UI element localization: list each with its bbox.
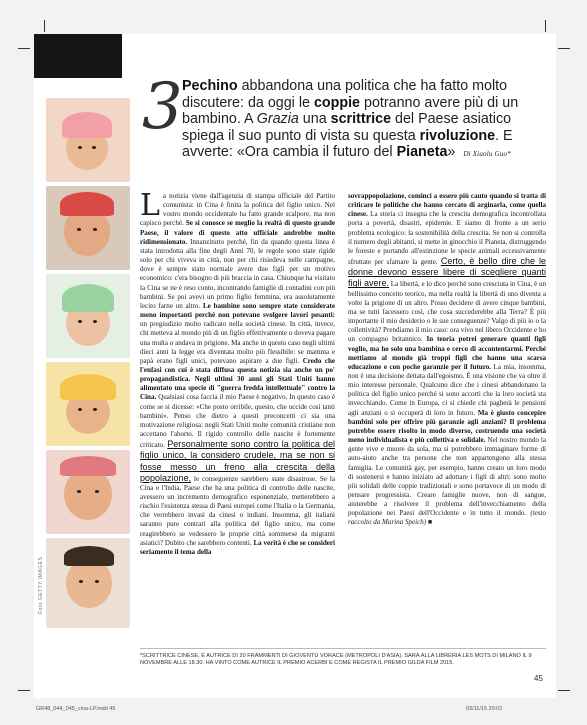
pull-quote: Personalmente sono contro la politica del figlio unico, la considero crudele, ma se non si fosse messo un freno alla crescita della popolazione, (140, 439, 335, 483)
col2-text-run: La mia, insomma, non è una decisione dettata dall'egoismo. È una visione che va oltre il mio interesse personale. (348, 362, 546, 390)
intro-text-run: » (447, 144, 456, 160)
col2-text-run: La storia ci insegna che la crescita demografica incontrollata porta a povertà, disastri, epidemie. E siamo di fronte a un serio problema ecologico: la sostenibilità della crescita. Se non si controlla il numero degli abitanti, si mette in ginocchio il Pianeta, distruggendo le foreste e portando all'estinzione le specie animali eccessivamente sfruttate per sfamare la gente. (348, 210, 546, 267)
body-column-1 (140, 188, 335, 557)
intro-bold-run: scrittrice (330, 111, 392, 127)
magazine-page (34, 34, 556, 698)
intro-text-run: potranno avere più di un bambino. A (182, 94, 519, 127)
crop-mark (558, 48, 570, 49)
photo-baby-2 (46, 186, 130, 270)
crop-mark (545, 20, 546, 32)
col1-text-run: Innanzitutto perché, fin da quando questa linea è stata introdotta alla fine degli Anni 70, le regole sono state rigide solo per chi viveva in città, non per chi risiedeva nelle campagne, dove è sempre stato normale avere due figli per un motivo economico: c'era bisogno di più braccia in casa. Chiunque ha visitato la Cina se ne è reso conto, incontrando famiglie di contadini con più bambini. Se poi avevi un primo figlio femmina, era assolutamente lecito farne un altro. (140, 237, 335, 310)
photo-credit: Foto GETTY IMAGES (38, 556, 44, 614)
print-slug-file: GR48_044_045_cina-LP.indd 45 (36, 706, 116, 712)
header-black-block (34, 34, 122, 78)
photo-baby-4 (46, 362, 130, 446)
crop-mark (44, 20, 45, 32)
byline: Di Xiaolu Guo* (463, 150, 511, 158)
photo-strip (46, 98, 130, 658)
photo-baby-5 (46, 450, 130, 534)
author-footnote: *SCRITTRICE CINESE, È AUTRICE DI 20 FRAMMENTI DI GIOVENTÙ VORACE (METROPOLI D'ASIA). SARÀ ALLA LIBRERIA LES MOTS DI MILANO IL 9 NOVEMBRE ALLE 18.30. HA VINTO COME AUTRICE IL PREMIO ACERBI E COME REGISTA IL PREMIO GILDA FILM 2015. (140, 648, 546, 667)
crop-mark (18, 48, 30, 49)
photo-baby-1 (46, 98, 130, 182)
intro-text-run: una (298, 111, 331, 127)
col2-text-run: Prendiamo il mio caso: ora vivo nel libero Occidente e ho un compagno britannico. (348, 326, 546, 344)
crop-mark (558, 690, 570, 691)
col2-bold-run: sovrappopolazione, cominci a essere più cauto quando si tratta di criticare le politiche che hanno cercato di arginarla, come quella cinese. (348, 192, 546, 219)
intro-text-run: . E avverte: «Ora cambia il futuro del (182, 127, 513, 160)
col1-text-run: Qualsiasi cosa faccia il mio Paese è negativo. In questo caso è come se si dicesse: «Che posto orribile, questo, che uccide così tanti bambini». Penso che dietro a questi preconcetti ci sia una motivazione religiosa: negli Stati Uniti molte comunità cristiane non accettano l'aborto. Il rigido controllo delle nascite è fortemente criticato. (140, 393, 335, 450)
photo-baby-3 (46, 274, 130, 358)
intro-bold-run: Pechino (182, 78, 238, 94)
col2-italic-run: (testo raccolto da Marina Speich) (348, 509, 546, 527)
col1-bold-run: La verità è che se consideri seriamente il tema della (140, 538, 335, 556)
col1-text-run: le conseguenze sarebbero state disastrose. Se la Cina e l'India, Paese che ha una politica di controllo delle nascite, avessero un incremento demografico esponenziale, metterebbero a rischio l'esistenza stessa di Paesi europei come l'Italia o la Germania, che verrebbero invasi da cinesi o indiani. Insomma, gli italiani saranno pure contrari alla politica del figlio unico, ma come reagirebbero se vedessero le proprie città sommerse da migranti asiatici? Dubito che sarebbero contenti. (140, 474, 335, 547)
intro-text-run: del Paese asiatico spiega il suo punto di vista su questa (182, 111, 512, 144)
intro-italic-run: Grazia (256, 111, 299, 127)
col2-bold-run: Ma è giusto concepire bambini solo per offrire più garanzie agli anziani? Il problema potrebbe essere risolto in modo diverso, costruendo una società meno individualista e più collettiva e solidale. (348, 408, 547, 445)
col1-text-run: un pregiudizio molto radicato nella società cinese. In città, invece, chi metteva al mondo più di un figlio effettivamente o doveva pagare una multa o andava in prigione. Ma anche in questo caso negli ultimi dieci anni la legge era diventata molto più flessibile: se mamma e papà erano figli unici, potevano aspirare a due figli. (140, 320, 335, 365)
intro-standfirst (182, 78, 550, 163)
col1-bold-run: Se si conosce se meglio la realtà di questo grande Paese, il valore di questo atto ufficiale andrebbe molto ridimensionato. (140, 219, 335, 246)
col1-bold-run: Le bambine sono sempre state considerate meno importanti perché non potevano svolgere lavori pesanti: (140, 301, 335, 320)
intro-text-run: abbandona una politica che ha fatto molto discutere: da oggi le (182, 78, 508, 111)
page-number: 45 (534, 674, 543, 683)
col2-text-run: La libertà, e lo dico perché sono cresciuta in Cina, è un bellissimo concetto teorico, ma nella realtà la libertà di uno diventa a volte la prigione di un altro. Posso decidere di avere cinque bambini, ma se tutti facessero così, che cosa succederebbe alla Terra? È più importante il mio desiderio o le sue conseguenze? Valgo di più io o la collettività? (348, 280, 546, 335)
intro-bold-run: coppie (313, 94, 361, 111)
col2-text-run: Qualcuno dice che i cinesi abbandonano la politica del figlio unico perché si sono accorti che la loro società sta invecchiando. Come in Europa, ci si chiede chi pagherà le pensioni agli anziani o si occuperà di loro in futuro. (348, 381, 546, 417)
photo-baby-6 (46, 538, 130, 628)
intro-text (182, 78, 518, 160)
crop-mark (18, 690, 30, 691)
col1-text-run: a notizia viene dall'agenzia di stampa ufficiale del Partito comunista: in Cina è finita la politica del figlio unico. Nel vostro mondo occidentale ha fatto grande scalpore, ma non capisco perché. (140, 192, 335, 228)
col1-bold-run: Credo che l'enfasi con cui è stata diffusa questa notizia sia anche un po' propagandistica. Negli ultimi 30 anni gli Stati Uniti hanno alimentato una specie di "guerra fredda intellettuale" contro la Cina. (140, 356, 335, 402)
print-slug-date: 03/11/15 20:02 (466, 706, 503, 712)
col2-text-run: ■ (426, 518, 433, 527)
col2-text-run: Nel nostro mondo la gente vive e muore da sola, ma si potrebbero immaginare forme di auto-aiuto anche tra persone che non appartengono alla stessa famiglia. Le comunità gay, per esempio, hanno creato un loro modo di sostenersi e hanno iniziato ad adottare i figli di altri: sono molto più solidali delle coppie tradizionali e sono portavoce di un modo di pensare progressista. Creare famiglie nuove, non di sangue, aiuterebbe a risolvere il problema dell'invecchiamento della popolazione nei Paesi dell'Occidente e in tutto il mondo. (348, 436, 546, 518)
pull-quote: Certo, è bello dire che le donne devono essere libere di scegliere quanti figli avere. (348, 256, 546, 289)
col2-bold-run: In teoria potrei generare quanti figli voglio, ma ho solo una bambina e cerco di accontentarmi. Perché mettiamo al mondo già troppi figli che hanno una scarsa educazione e con poche garanzie per il futuro. (348, 335, 546, 371)
intro-bold-run: rivoluzione (419, 127, 496, 144)
drop-cap: L (140, 188, 160, 223)
intro-bold-run: Pianeta (396, 144, 448, 160)
article-number: 3 (142, 70, 183, 144)
body-column-2 (348, 192, 546, 528)
